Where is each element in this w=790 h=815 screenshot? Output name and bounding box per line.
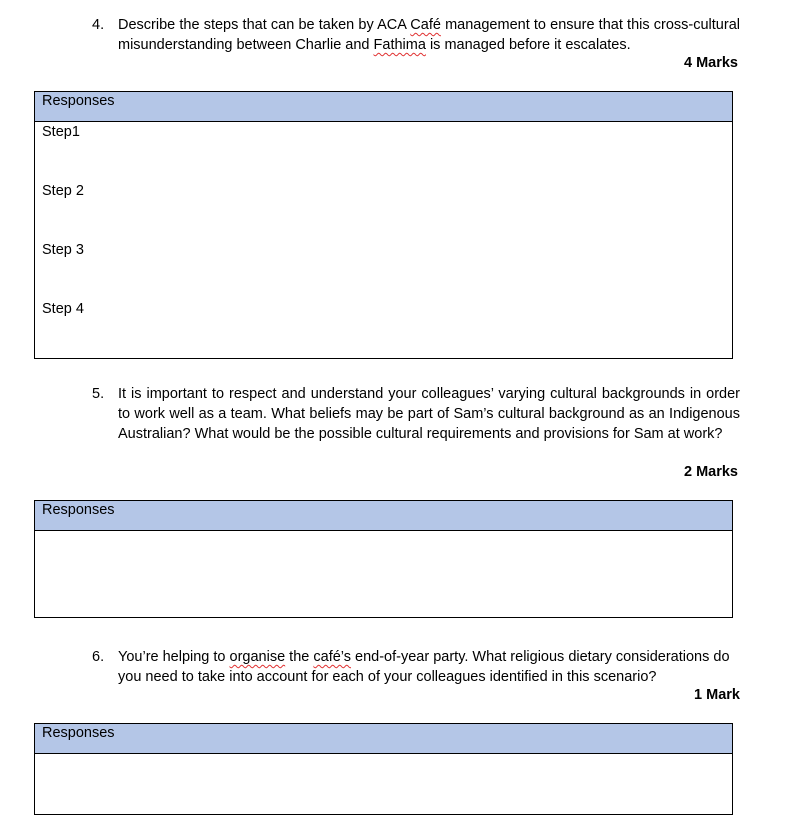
question-4-number: 4. bbox=[92, 17, 105, 33]
responses-header: Responses bbox=[35, 92, 733, 122]
step-2-label: Step 2 bbox=[42, 183, 84, 199]
question-4-text: Describe the steps that can be taken by ACA Café management to ensure that this cross-cultural misunderstanding between Charlie and Fathima is managed before it escalates. bbox=[118, 17, 740, 53]
question-5-text: It is important to respect and understand your colleagues’ varying cultural backgrounds in order to work well as a team. What beliefs may be part of Sam’s cultural background as an Indigenous Australian? What would be the possible cultural requirements and provisions for Sam at work? bbox=[118, 386, 740, 442]
question-6-response-table bbox=[34, 723, 733, 815]
question-5-number: 5. bbox=[92, 386, 105, 402]
responses-header: Responses bbox=[35, 724, 733, 754]
responses-header: Responses bbox=[35, 501, 733, 531]
question-6-marks: 1 Mark bbox=[694, 687, 740, 703]
question-4-marks: 4 Marks bbox=[683, 55, 738, 71]
question-4-response-cell[interactable] bbox=[35, 122, 733, 359]
question-6-response-cell[interactable] bbox=[35, 754, 733, 815]
step-1-label: Step1 bbox=[42, 124, 80, 140]
step-4-label: Step 4 bbox=[42, 301, 84, 317]
step-3-label: Step 3 bbox=[42, 242, 84, 258]
question-4-response-table bbox=[34, 91, 733, 359]
question-6-number: 6. bbox=[92, 649, 105, 665]
question-5-response-table bbox=[34, 500, 733, 618]
question-5-marks: 2 Marks bbox=[683, 464, 738, 480]
question-6-text: You’re helping to organise the café’s end-of-year party. What religious dietary considerations do you need to take into account for each of your colleagues identified in this scenario? bbox=[118, 649, 730, 685]
question-5-response-cell[interactable] bbox=[35, 531, 733, 618]
